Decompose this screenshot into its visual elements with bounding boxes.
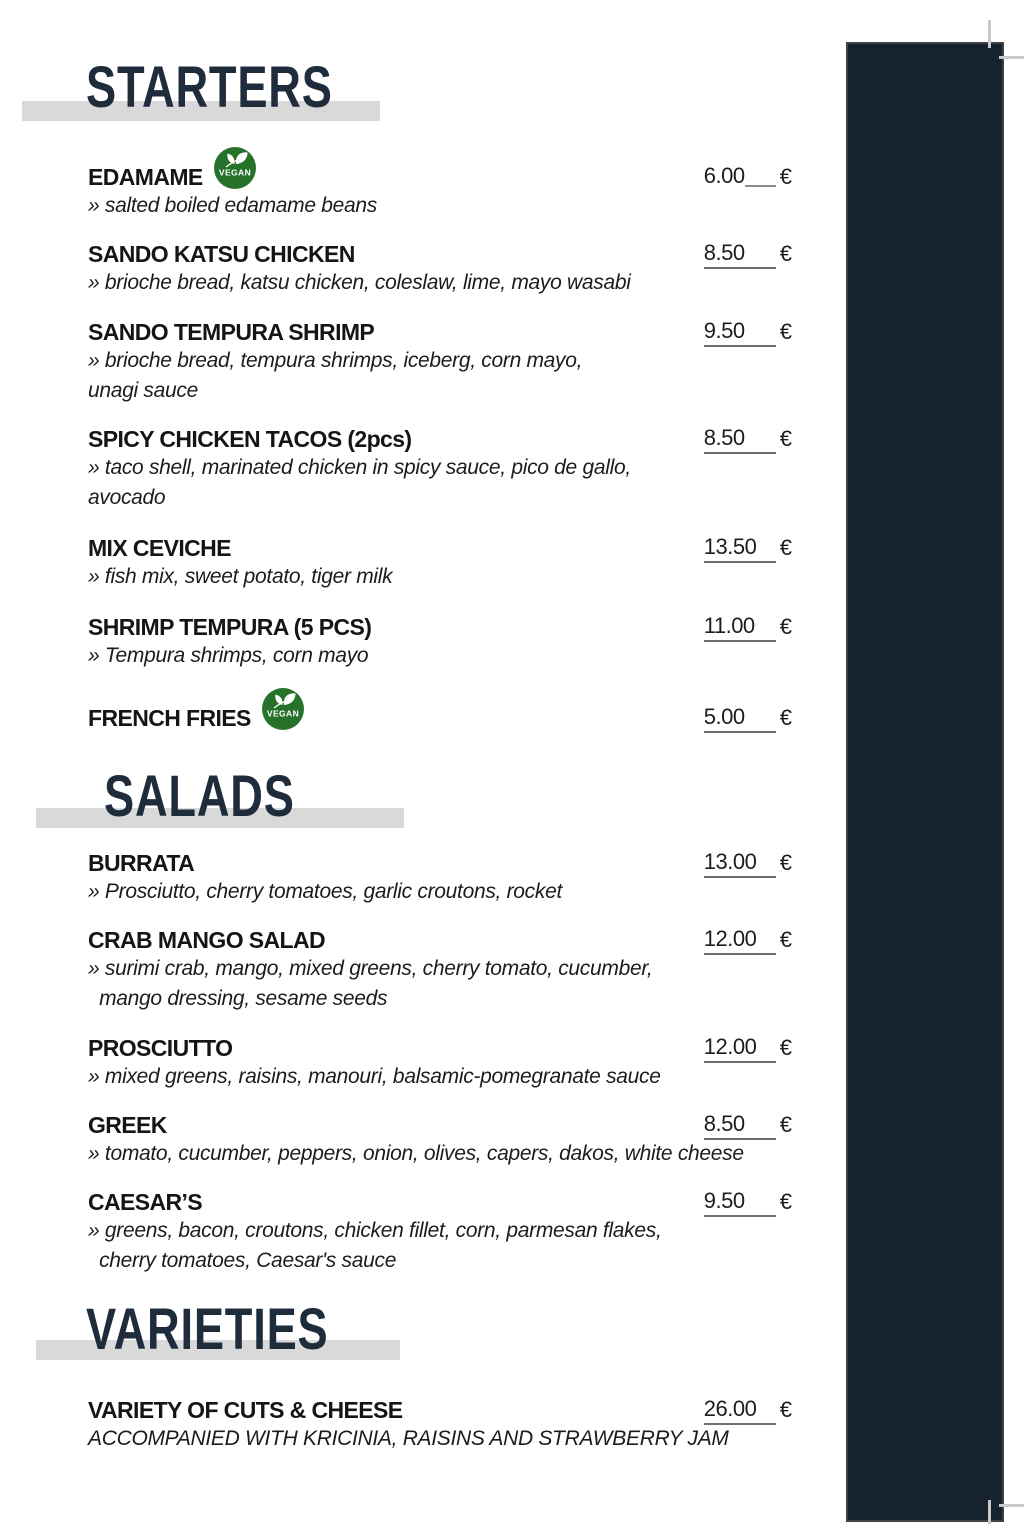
item-name: GREEK (88, 1112, 167, 1138)
item-description-line: » tomato, cucumber, peppers, onion, olives, capers, dakos, white cheese (88, 1142, 744, 1165)
currency-symbol: € (779, 1035, 792, 1060)
price-leader-line (745, 1113, 776, 1135)
item-name: CRAB MANGO SALAD (88, 927, 325, 953)
crop-mark-bottom-horizontal (999, 1504, 1024, 1507)
price-value: 13.50 (703, 534, 757, 559)
price-value: 13.00 (703, 849, 757, 874)
item-description (88, 877, 792, 907)
menu-item-row (88, 1113, 792, 1137)
item-price (704, 1036, 792, 1063)
section-title (86, 1297, 397, 1362)
svg-text:VEGAN: VEGAN (218, 167, 251, 178)
menu-item (88, 1190, 792, 1276)
price-leader-line (756, 536, 775, 558)
currency-symbol: € (779, 164, 792, 189)
menu-item (88, 427, 792, 513)
menu-item (88, 165, 792, 221)
price-leader-line (745, 1190, 776, 1212)
price-leader-line (745, 165, 776, 187)
price-leader-line (756, 1398, 775, 1420)
item-name: SANDO TEMPURA SHRIMP (88, 319, 375, 345)
item-description-line: avocado (88, 486, 166, 509)
price-leader-line (756, 1036, 775, 1058)
item-description-line: » Tempura shrimps, corn mayo (88, 644, 369, 667)
item-name: FRENCH FRIES (88, 705, 251, 731)
price-value: 8.50 (703, 240, 745, 265)
price-underline (704, 242, 776, 269)
item-description (88, 954, 792, 1014)
item-description-line: » surimi crab, mango, mixed greens, cherry tomato, cucumber, (88, 957, 653, 980)
item-name: EDAMAME (88, 164, 203, 190)
currency-symbol: € (779, 535, 792, 560)
crop-mark-top-horizontal (999, 56, 1024, 59)
item-name: SPICY CHICKEN TACOS (2pcs) (88, 426, 412, 452)
crop-mark-bottom-vertical (988, 1500, 991, 1524)
section-title (86, 55, 402, 120)
item-description (88, 346, 792, 406)
price-value: 12.00 (703, 1034, 757, 1059)
item-price (704, 242, 792, 269)
vegan-icon (213, 146, 257, 190)
price-underline (704, 427, 776, 454)
decorative-side-panel (846, 42, 1004, 1522)
price-value: 26.00 (703, 1396, 757, 1421)
section-title-text: VARIETIES (86, 1297, 329, 1362)
item-description-line: » mixed greens, raisins, manouri, balsamic-pomegranate sauce (88, 1065, 661, 1088)
menu-item (88, 1036, 792, 1092)
section-title-text: SALADS (104, 764, 295, 829)
price-underline (704, 536, 776, 563)
menu-item (88, 615, 792, 671)
menu-item-row (88, 706, 792, 730)
item-description-line: » taco shell, marinated chicken in spicy sauce, pico de gallo, (88, 456, 631, 479)
item-name: SHRIMP TEMPURA (5 PCS) (88, 614, 372, 640)
item-description (88, 1062, 792, 1092)
price-leader-line (745, 242, 776, 264)
item-description-line: mango dressing, sesame seeds (88, 987, 388, 1010)
currency-symbol: € (779, 614, 792, 639)
price-underline (704, 1190, 776, 1217)
item-name: VARIETY OF CUTS & CHEESE (88, 1397, 403, 1423)
currency-symbol: € (779, 850, 792, 875)
item-name: MIX CEVICHE (88, 535, 231, 561)
price-value: 8.50 (703, 1111, 745, 1136)
price-value: 6.00 (703, 163, 745, 188)
currency-symbol: € (779, 1189, 792, 1214)
menu-item-row (88, 1190, 792, 1214)
item-price (704, 1113, 792, 1140)
item-price (704, 928, 792, 955)
price-underline (704, 320, 776, 347)
item-price (704, 1398, 792, 1425)
currency-symbol: € (779, 1397, 792, 1422)
item-price (704, 536, 792, 563)
item-name: SANDO KATSU CHICKEN (88, 241, 355, 267)
item-price (704, 706, 792, 733)
menu-item-row (88, 320, 792, 344)
menu-item-row (88, 851, 792, 875)
svg-text:VEGAN: VEGAN (266, 708, 299, 719)
item-description (88, 1216, 792, 1276)
price-underline (704, 706, 776, 733)
price-underline (704, 851, 776, 878)
currency-symbol: € (779, 319, 792, 344)
menu-item-row (88, 242, 792, 266)
menu-item-row (88, 427, 792, 451)
price-value: 5.00 (703, 704, 745, 729)
item-description-line: unagi sauce (88, 379, 198, 402)
crop-mark-top-vertical (988, 20, 991, 48)
menu-item-row (88, 615, 792, 639)
item-name: CAESAR’S (88, 1189, 203, 1215)
item-price (704, 427, 792, 454)
item-price (704, 320, 792, 347)
menu-item (88, 851, 792, 907)
menu-item (88, 928, 792, 1014)
item-description-line: ACCOMPANIED WITH KRICINIA, RAISINS AND STRAWBERRY JAM (88, 1427, 729, 1450)
menu-item-row (88, 165, 792, 189)
item-description-line: cherry tomatoes, Caesar's sauce (88, 1249, 397, 1272)
menu-item (88, 536, 792, 592)
vegan-icon (261, 687, 305, 731)
item-price (704, 1190, 792, 1217)
item-price (704, 165, 792, 190)
item-name: PROSCIUTTO (88, 1035, 233, 1061)
menu-item (88, 242, 792, 298)
price-underline (704, 165, 776, 190)
menu-item-row (88, 1036, 792, 1060)
price-leader-line (745, 320, 776, 342)
price-leader-line (745, 427, 776, 449)
item-description-line: » Prosciutto, cherry tomatoes, garlic croutons, rocket (88, 880, 562, 903)
menu-item (88, 1398, 792, 1454)
price-value: 11.00 (703, 613, 755, 638)
item-description-line: » greens, bacon, croutons, chicken fillet, corn, parmesan flakes, (88, 1219, 662, 1242)
price-leader-line (755, 615, 776, 637)
item-description-line: » fish mix, sweet potato, tiger milk (88, 565, 393, 588)
price-underline (704, 615, 776, 642)
currency-symbol: € (779, 1112, 792, 1137)
item-description (88, 268, 792, 298)
item-description (88, 191, 792, 221)
price-underline (704, 1113, 776, 1140)
menu-item (88, 320, 792, 406)
price-underline (704, 1398, 776, 1425)
currency-symbol: € (779, 426, 792, 451)
price-value: 8.50 (703, 425, 745, 450)
currency-symbol: € (779, 927, 792, 952)
item-description-line: » brioche bread, katsu chicken, coleslaw, lime, mayo wasabi (88, 271, 631, 294)
item-description (88, 641, 792, 671)
item-price (704, 615, 792, 642)
menu-item-row (88, 1398, 792, 1422)
item-description (88, 1424, 792, 1454)
menu-item (88, 706, 792, 732)
item-description (88, 562, 792, 592)
item-description (88, 1139, 792, 1169)
price-underline (704, 1036, 776, 1063)
price-leader-line (756, 851, 775, 873)
currency-symbol: € (779, 705, 792, 730)
section-title (104, 764, 348, 829)
menu-item (88, 1113, 792, 1169)
menu-item-row (88, 928, 792, 952)
item-name: BURRATA (88, 850, 195, 876)
price-value: 9.50 (703, 1188, 745, 1213)
price-leader-line (745, 706, 776, 728)
price-value: 9.50 (703, 318, 745, 343)
price-underline (704, 928, 776, 955)
price-leader-line (756, 928, 775, 950)
section-title-text: STARTERS (86, 55, 333, 120)
currency-symbol: € (779, 241, 792, 266)
item-description-line: » salted boiled edamame beans (88, 194, 378, 217)
item-price (704, 851, 792, 878)
price-value: 12.00 (703, 926, 757, 951)
item-description-line: » brioche bread, tempura shrimps, iceberg, corn mayo, (88, 349, 583, 372)
menu-item-row (88, 536, 792, 560)
item-description (88, 453, 792, 513)
